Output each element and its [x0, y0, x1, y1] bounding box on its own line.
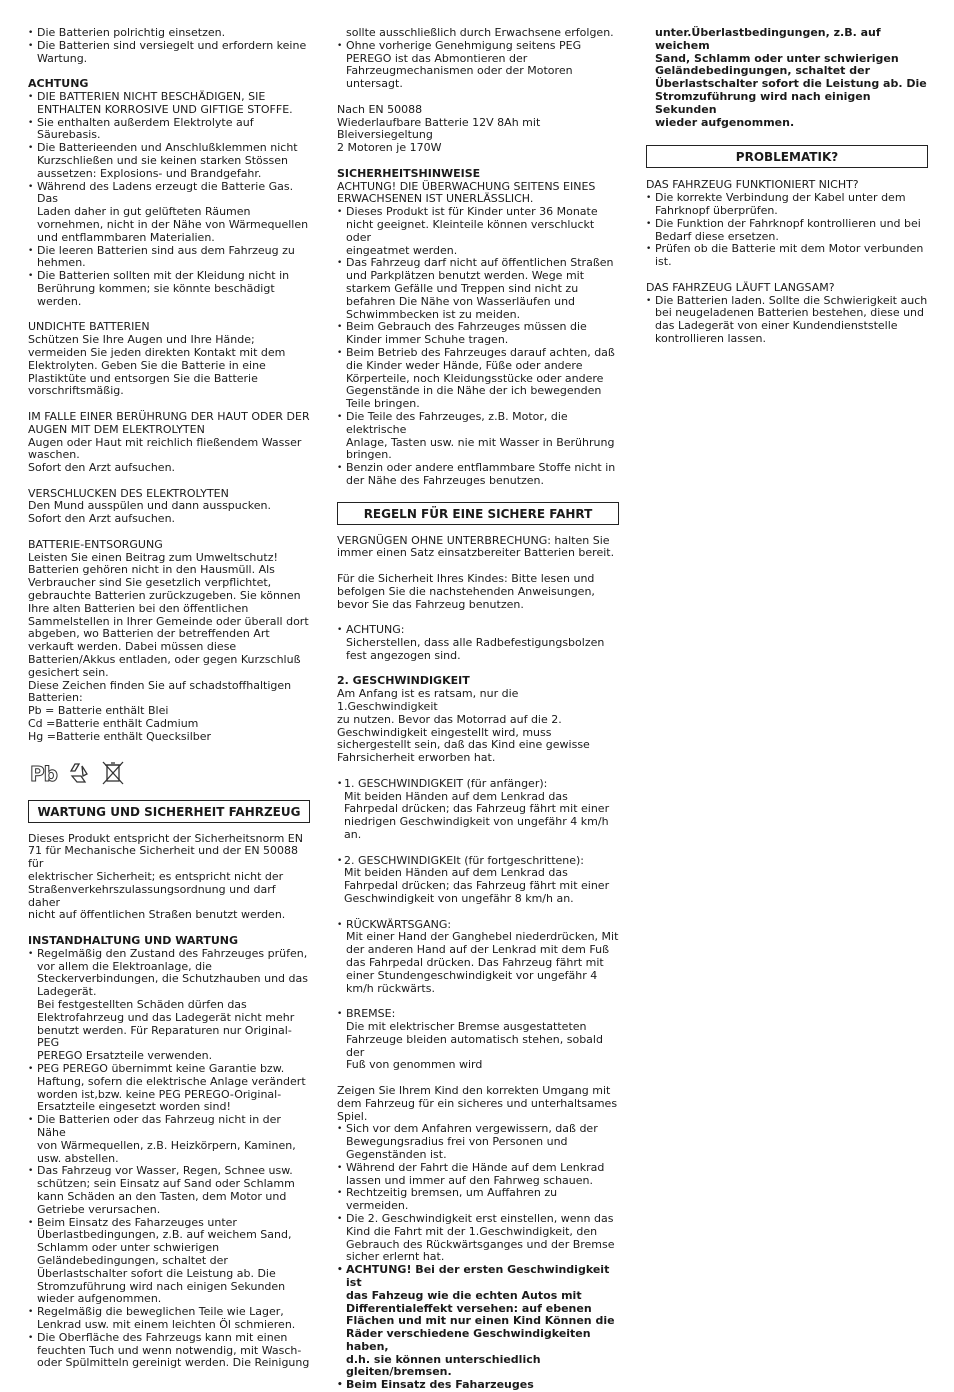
list-item: • Die 2. Geschwindigkeit erst einstellen, wenn das Kind die Fahrt mit der 1.Geschwindigkeit, den Gebrauch des Rückwärtsganges und der Bremse sicher erlernt hat. [337, 1213, 619, 1264]
list-item: • RÜCKWÄRTSGANG: Mit einer Hand der Ganghebel niederdrücken, Mit der anderen Hand auf der Lenkrad mit dem Fuß das Fahrpedal drücken. Das Fahrzeug fährt mit einer Stundengeschwindigkeit vor ungefähr 4 km/h rückwärts. [337, 919, 619, 996]
recycling-symbols [28, 758, 310, 792]
geschwindigkeit-heading: 2. GESCHWINDIGKEIT [337, 674, 470, 688]
list-item: • Das Fahrzeug vor Wasser, Regen, Schnee usw. schützen; sein Einsatz auf Sand oder Schlamm kann Schäden an den Tasten, dem Motor und Getriebe verursachen. [28, 1165, 310, 1216]
verschlucken-text: VERSCHLUCKEN DES ELEKTROLYTEN Den Mund ausspülen und dann ausspucken. Sofort den Arzt aufsuchen. [28, 486, 272, 526]
speed-1-list [337, 778, 619, 842]
recycle-icon [67, 761, 91, 789]
list-item: • BREMSE: Die mit elektrischer Bremse ausgestatteten Fahrzeuge bleiden automatisch stehen, sobald der Fuß von genommen wird [337, 1008, 619, 1072]
achtung-heading: ACHTUNG [28, 77, 89, 91]
list-item: • Beim Gebrauch des Fahrzeuges müssen die Kinder immer Schuhe tragen. [337, 321, 619, 347]
top-list [337, 40, 619, 91]
list-item: • Beim Einsatz des Faharzeuges unter Überlastbedingungen, z.B. auf weichem Sand, Schlamm oder unter schwierigen Geländebedingungen, schaltet der Überlastschalter sofort die Leistung ab. Die Stromzuführung wird nach einigen Sekunden wieder aufgenommen. [28, 1217, 310, 1307]
pb-symbol: Pb [30, 762, 57, 787]
list-item: • Die Batterien oder das Fahrzeug nicht in der Nähe von Wärmequellen, z.B. Heizkörpern, Kaminen, usw. abstellen. [28, 1114, 310, 1165]
list-item: • Die Funktion der Fahrknopf kontrollieren und bei Bedarf diese ersetzen. [646, 218, 928, 244]
crossed-bin-icon [101, 760, 125, 790]
zeigen-text: Zeigen Sie Ihrem Kind den korrekten Umgang mit dem Fahrzeug für ein sicheres und unterhaltsames Spiel. [337, 1083, 618, 1123]
sicherheit-list [337, 206, 619, 488]
list-item: • PEG PEREGO übernimmt keine Garantie bzw. Haftung, sofern die elektrische Anlage verändert worden ist,bzw. keine PEG PEREGO-Original- Ersatzteile eingesetzt worden sind! [28, 1063, 310, 1114]
list-item: • ACHTUNG: Sicherstellen, dass alle Radbefestigungsbolzen fest angezogen sind. [337, 624, 619, 662]
list-item: • 2. GESCHWINDIGKEIt (für fortgeschrittene): Mit beiden Händen auf dem Lenkrad das Fahrpedal drücken; das Fahrzeug fährt mit einer Geschwindigkeit von ungefähr 8 km/h an. [337, 855, 619, 906]
list-item: • Während der Fahrt die Hände auf dem Lenkrad lassen und immer auf den Fahrweg schauen. [337, 1162, 619, 1188]
list-item: • ACHTUNG! Bei der ersten Geschwindigkeit ist das Fahzeug wie die echten Autos mit Differentialeffekt versehen: auf ebenen Flächen und mit nur einen Kind Können die Räder verschiedene Geschwindigkeiten haben, d.h. sie können unterschiedlich gleiten/bremsen. [337, 1264, 619, 1379]
problematik-heading: PROBLEMATIK? [646, 145, 928, 168]
list-item: • Die Teile des Fahrzeuges, z.B. Motor, die elektrische Anlage, Tasten usw. nie mit Wasser in Berührung bringen. [337, 411, 619, 462]
list-item: • Benzin oder andere entflammbare Stoffe nicht in der Nähe des Fahrzeuges benutzen. [337, 462, 619, 488]
list-item: • Die Batterien sollten mit der Kleidung nicht in Berührung kommen; sie könnte beschädigt werden. [28, 270, 310, 308]
norm-text: Nach EN 50088 Wiederlaufbare Batterie 12V 8Ah mit Bleiversiegeltung 2 Motoren je 170W [337, 102, 541, 155]
list-item: • Rechtzeitig bremsen, um Auffahren zu vermeiden. [337, 1187, 619, 1213]
list-item: • Die Batterieenden und Anschlußklemmen nicht Kurzschließen und sie keinen starken Stössen aussetzen: Explosions- und Brandgefahr. [28, 142, 310, 180]
column-1 [28, 27, 310, 1370]
question-1: DAS FAHRZEUG FUNKTIONIERT NICHT? [646, 178, 859, 192]
list-item: • Das Fahrzeug darf nicht auf öffentlichen Straßen und Parkplätzen benutzt werden. Wege mit starkem Gefälle und Treppen sind nicht zu befahren Die Nähe von Wasserläufen und Schwimmbecken ist zu meiden. [337, 257, 619, 321]
question-2: DAS FAHRZEUG LÄUFT LANGSAM? [646, 280, 835, 294]
q1-list [646, 192, 928, 269]
list-item: • Sich vor dem Anfahren vergewissern, daß der Bewegungsradius frei von Personen und Gegenständen ist. [337, 1123, 619, 1161]
list-item: • Dieses Produkt ist für Kinder unter 36 Monate nicht geeignet. Kleinteile können verschluckt oder eingeatmet werden. [337, 206, 619, 257]
instandhaltung-list [28, 948, 310, 1370]
instandhaltung-heading: INSTANDHALTUNG UND WARTUNG [28, 934, 239, 947]
list-item: • Beim Einsatz des Faharzeuges [337, 1379, 619, 1392]
wartung-text: Dieses Produkt entspricht der Sicherheitsnorm EN 71 für Mechanische Sicherheit und der EN 50088 für elektrischer Sicherheit; es entspricht nicht der Straßenverkehrszulassungsordnung und darf daher nicht auf öffentlichen Straßen benutzt werden. [28, 831, 303, 922]
sicherheit-intro: ACHTUNG! DIE ÜBERWACHUNG SEITENS EINES ERWACHSENEN IST UNERLÄSSLICH. [337, 179, 596, 206]
reverse-list [337, 919, 619, 996]
vergnuegen-text: VERGNÜGEN OHNE UNTERBRECHUNG: halten Sie immer einen Satz einsatzbereiter Batterien bereit. [337, 533, 615, 560]
list-item: • Regelmäßig die beweglichen Teile wie Lager, Lenkrad usw. mit einem leichten Öl schmieren. [28, 1306, 310, 1332]
list-item: • Regelmäßig den Zustand des Fahrzeuges prüfen, vor allem die Elektroanlage, die Steckerverbindungen, die Schutzhauben und das Ladegerät. Bei festgestellten Schäden dürfen das Elektrofahrzeug und das Ladegerät nicht mehr benutzt werden. Für Reparaturen nur Original-PEG PEREGO Ersatzteile verwenden. [28, 948, 310, 1063]
continued-bold-text: unter.Überlastbedingungen, z.B. auf weichem Sand, Schlamm oder unter schwierigen Geländebedingungen, schaltet der Überlastschalter sofort die Leistung ab. Die Stromzuführung wird nach einigen Sekunden wieder aufgenommen. [655, 26, 927, 129]
undichte-batterien-text: UNDICHTE BATTERIEN Schützen Sie Ihre Augen und Ihre Hände; vermeiden Sie jeden direkten Kontakt mit dem Elektrolyten. Geben Sie die Batterie in eine Plastiktüte und entsorgen Sie die Batterie vorschriftsmäßig. [28, 320, 286, 398]
list-item: • Während des Ladens erzeugt die Batterie Gas. Das Laden daher in gut gelüfteten Räumen vornehmen, nicht in der Nähe von Wärmequellen und entflammbaren Materialien. [28, 181, 310, 245]
continued-text: sollte ausschließlich durch Erwachsene erfolgen. [346, 26, 614, 39]
sicherheit-kind-text: Für die Sicherheit Ihres Kindes: Bitte lesen und befolgen Sie die nachstehenden Anweisungen, bevor Sie das Fahrzeug benutzen. [337, 572, 595, 611]
column-3 [646, 27, 928, 346]
list-item: • Die korrekte Verbindung der Kabel unter dem Fahrknopf überprüfen. [646, 192, 928, 218]
list-item: • Sie enthalten außerdem Elektrolyte auf Säurebasis. [28, 117, 310, 143]
brake-list [337, 1008, 619, 1072]
list-item: • 1. GESCHWINDIGKEIT (für anfänger): Mit beiden Händen auf dem Lenkrad das Fahrpedal drücken; das Fahrzeug fährt mit einer niedrigen Geschwindigkeit von ungefähr 4 km/h an. [337, 778, 619, 842]
sicherheit-heading: SICHERHEITSHINWEISE [337, 166, 481, 180]
list-item: • Beim Betrieb des Fahrzeuges darauf achten, daß die Kinder weder Hände, Füße oder andere Körperteile, noch Kleidungsstücke oder andere Gegenstände in die Nähe der ich bewegenden Teile bringen. [337, 347, 619, 411]
list-item: • Ohne vorherige Genehmigung seitens PEG PEREGO ist das Abmontieren der Fahrzeugmechanismen oder der Motoren untersagt. [337, 40, 619, 91]
entsorgung-text: BATTERIE-ENTSORGUNG Leisten Sie einen Beitrag zum Umweltschutz! Batterien gehören nicht in den Hausmüll. Als Verbraucher sind Sie gesetzlich verpflichtet, gebrauchte Batterien zurückzugeben. Sie können Ihre alten Batterien bei den öffentlichen Sammelstellen in Ihrer Gemeinde oder überall dort abgeben, wo Batterien der betreffenden Art verkauft werden. Dabei müssen diese Batterien/Akkus entladen, oder gegen Kurzschluß gesichert sein. Diese Zeichen finden Sie auf schadstoffhaltigen Batterien: Pb = Batterie enthält Blei Cd =Batterie enthält Cadmium Hg =Batterie enthält Quecksilber [28, 537, 309, 743]
list-item: • Die Batterien polrichtig einsetzen. [28, 27, 310, 40]
q2-list [646, 295, 928, 346]
haut-kontakt-text: IM FALLE EINER BERÜHRUNG DER HAUT ODER DER AUGEN MIT DEM ELEKTROLYTEN Augen oder Haut mit reichlich fließendem Wasser waschen. Sofort den Arzt aufsuchen. [28, 409, 310, 475]
regeln-heading: REGELN FÜR EINE SICHERE FAHRT [337, 502, 619, 525]
achtung-list [337, 624, 619, 662]
zeigen-list [337, 1123, 619, 1392]
list-item: • Prüfen ob die Batterie mit dem Motor verbunden ist. [646, 243, 928, 269]
list-item: • Die Oberfläche des Fahrzeugs kann mit einen feuchten Tuch und wenn notwendig, mit Wasch- oder Spülmitteln gereinigt werden. Die Reinigung [28, 1332, 310, 1370]
geschwindigkeit-text: Am Anfang ist es ratsam, nur die 1.Geschwindigkeit zu nutzen. Bevor das Motorrad auf die 2. Geschwindigkeit eingestellt wird, muss sichergestellt sein, daß das Kind eine gewisse Fahrsicherheit erworben hat. [337, 687, 590, 765]
battery-list [28, 27, 310, 65]
column-2 [337, 27, 619, 1392]
wartung-heading: WARTUNG UND SICHERHEIT FAHRZEUG [28, 800, 310, 823]
achtung-list [28, 91, 310, 309]
speed-2-list [337, 855, 619, 906]
list-item: • Die Batterien sind versiegelt und erfordern keine Wartung. [28, 40, 310, 66]
list-item: • Die leeren Batterien sind aus dem Fahrzeug zu hehmen. [28, 245, 310, 271]
list-item: • Die Batterien laden. Sollte die Schwierigkeit auch bei neugeladenen Batterien bestehen, diese und das Ladegerät von einer Kundendienststelle kontrollieren lassen. [646, 295, 928, 346]
list-item: • DIE BATTERIEN NICHT BESCHÄDIGEN, SIE ENTHALTEN KORROSIVE UND GIFTIGE STOFFE. [28, 91, 310, 117]
